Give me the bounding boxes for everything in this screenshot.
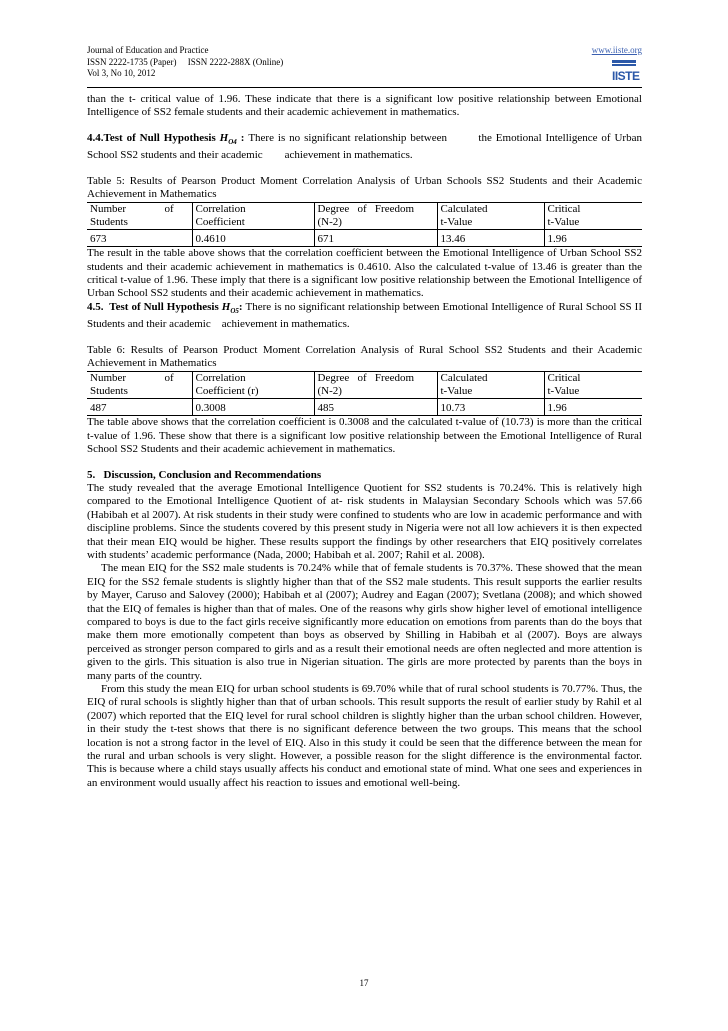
table-cell: 1.96 xyxy=(544,399,642,416)
hypothesis-4-heading: 4.4.Test of Null Hypothesis $H_{O4}$ : There is no significant relationship between the Emotional Intelligence of Urban School SS2 students and their academic achievement in mathematics. xyxy=(87,131,645,162)
table-header-cell: Degree of Freedom (N-2) xyxy=(314,371,437,398)
table-5-header-row xyxy=(87,202,642,229)
journal-header xyxy=(87,45,642,80)
table-6-caption: Table 6: Results of Pearson Product Moment Correlation Analysis of Rural School SS2 Students and their Academic Achievement in Mathematics xyxy=(87,343,642,370)
table-cell: 1.96 xyxy=(544,230,642,247)
table-cell: 0.4610 xyxy=(192,230,314,247)
table-5-discussion: The result in the table above shows that the correlation coefficient between the Emotional Intelligence of Urban School SS2 students and their academic achievement in mathematics is 0.4610. Also the calculated t-value of 13.46 is greater than the critical t-value of 1.96. These imply that there is a significant low positive relationship between the Emotional Intelligence of Urban School SS2 students and their academic achievement in mathematics. xyxy=(87,247,642,300)
discussion-paragraph-1: The study revealed that the average Emotional Intelligence Quotient for SS2 students is 70.24%. This is relatively high compared to the Emotional Intelligence Quotient of at- risk students in Malaysian Secondary Schools which was 57.66 (Habibah et al 2007). At risk students in their study were confined to students who are low in academic performance and with discipline problems. Since the students covered by this present study in Nigeria were not all low achievers it is then expected that their mean EIQ would be higher. These results support the findings by other researchers that EIQ positively correlates with students’ academic performance (Nada, 2000; Habibah et al. 2007; Rahil et al. 2008). xyxy=(87,481,642,561)
table-6 xyxy=(87,371,642,417)
table-6-discussion: The table above shows that the correlation coefficient is 0.3008 and the calculated t-value of (10.73) is more than the critical t-value of 1.96. These show that there is a significant low positive relationship between the Emotional Intelligence of Rural School SS2 Students and their academic achievement in mathematics. xyxy=(87,416,642,456)
main-body xyxy=(87,93,645,790)
iiste-logo xyxy=(592,58,642,82)
hypothesis-4-symbol: $H_{O4}$ xyxy=(219,131,237,146)
table-cell: 13.46 xyxy=(437,230,544,247)
discussion-paragraph-2: The mean EIQ for the SS2 male students is 70.24% while that of female students is 70.37%. These showed that the mean EIQ for the SS2 female students is slightly higher than that of the SS2 male students. This result supports the earlier results by Mayer, Caruso and Salovey (2000); Habibah et al (2007); Audrey and Eagan (2007); Svetlana (2008); and which showed that the EIQ of females is higher than that of males. One of the reasons why girls show higher level of emotional intelligence compared to boys is due to the fact girls receive significantly more education on emotions from parents than do the boys that make them more emotionally competent than boys as observed by Shilling in Habibah et al (2007). Boys are always perceived as stronger person compared to girls and as a result their emotional needs are often neglected and more attention is given to the girls. This situation is also true in Nigerian situation. The girls are more protected by parents than the boys in many parts of the country. xyxy=(87,562,642,682)
svg-text:IISTE: IISTE xyxy=(612,69,640,82)
journal-volume: Vol 3, No 10, 2012 xyxy=(87,68,156,78)
hypothesis-5-heading: 4.5. Test of Null Hypothesis $H_{O5}$: There is no significant relationship between Emotional Intelligence of Rural School SS II Students and their academic achievement in mathematics. xyxy=(87,300,645,331)
table-header-cell: Degree of Freedom (N-2) xyxy=(314,202,437,229)
table-cell: 673 xyxy=(87,230,192,247)
section-5-title: 5. Discussion, Conclusion and Recommendations xyxy=(87,468,322,481)
table-header-cell: Calculated t-Value xyxy=(437,371,544,398)
hypothesis-5-label: 4.5. Test of Null Hypothesis xyxy=(87,300,222,313)
journal-issn: ISSN 2222-1735 (Paper) ISSN 2222-288X (Online) xyxy=(87,56,284,67)
table-header-cell: Correlation Coefficient (r) xyxy=(192,371,314,398)
hypothesis-4-text: There is no significant relationship between the Emotional Intelligence of Urban School SS2 students and their academic achievement in mathematics. xyxy=(87,131,645,162)
header-rule xyxy=(87,87,642,88)
table-cell: 10.73 xyxy=(437,399,544,416)
table-header-cell: Critical t-Value xyxy=(544,371,642,398)
table-cell: 0.3008 xyxy=(192,399,314,416)
hypothesis-4-label: 4.4.Test of Null Hypothesis xyxy=(87,131,220,144)
table-row xyxy=(87,230,642,247)
table-header-cell: Critical t-Value xyxy=(544,202,642,229)
table-header-cell: Number of Students xyxy=(87,371,192,398)
page-number: 17 xyxy=(359,978,369,988)
discussion-paragraph-3: From this study the mean EIQ for urban school students is 69.70% while that of rural school students is 70.77%. Thus, the EIQ of rural schools is slightly higher than that of urban schools. This result supports the result of earlier study by Rahil et al (2007) which reported that the EIQ level for rural school children is slightly higher than the urban school children. However, in their study the t-test shows that there is no significant deference between the two groups. This means that the school location is not a strong factor in the level of EIQ. Also in this study it could be seen that the difference between the mean for the rural and urban schools is very slight. However, a possible reason for the slight difference is the environmental factor. This is because where a child stays usually affects his conduct and emotional state of mind. What one sees and experiences in an environment would usually affect his reaction to issues and emotional well-being. xyxy=(87,683,642,789)
table-6-header-row xyxy=(87,371,642,398)
table-cell: 487 xyxy=(87,399,192,416)
table-row xyxy=(87,399,642,416)
table-cell: 671 xyxy=(314,230,437,247)
table-5-caption: Table 5: Results of Pearson Product Moment Correlation Analysis of Urban Schools SS2 Students and their Academic Achievement in Mathematics xyxy=(87,174,642,201)
table-header-cell: Correlation Coefficient xyxy=(192,202,314,229)
table-5 xyxy=(87,202,642,248)
hypothesis-5-text: There is no significant relationship between Emotional Intelligence of Rural School SS II Students and their academic achievement in mathematics. xyxy=(87,300,645,331)
table-header-cell: Number of Students xyxy=(87,202,192,229)
journal-name: Journal of Education and Practice xyxy=(87,45,209,55)
table-header-cell: Calculated t-Value xyxy=(437,202,544,229)
intro-paragraph: than the t- critical value of 1.96. These indicate that there is a significant low positive relationship between Emotional Intelligence of SS2 female students and their academic achievement in mathematics. xyxy=(87,93,642,119)
journal-url-link[interactable]: www.iiste.org xyxy=(591,45,642,55)
table-cell: 485 xyxy=(314,399,437,416)
hypothesis-5-symbol: $H_{O5}$ xyxy=(221,300,239,316)
